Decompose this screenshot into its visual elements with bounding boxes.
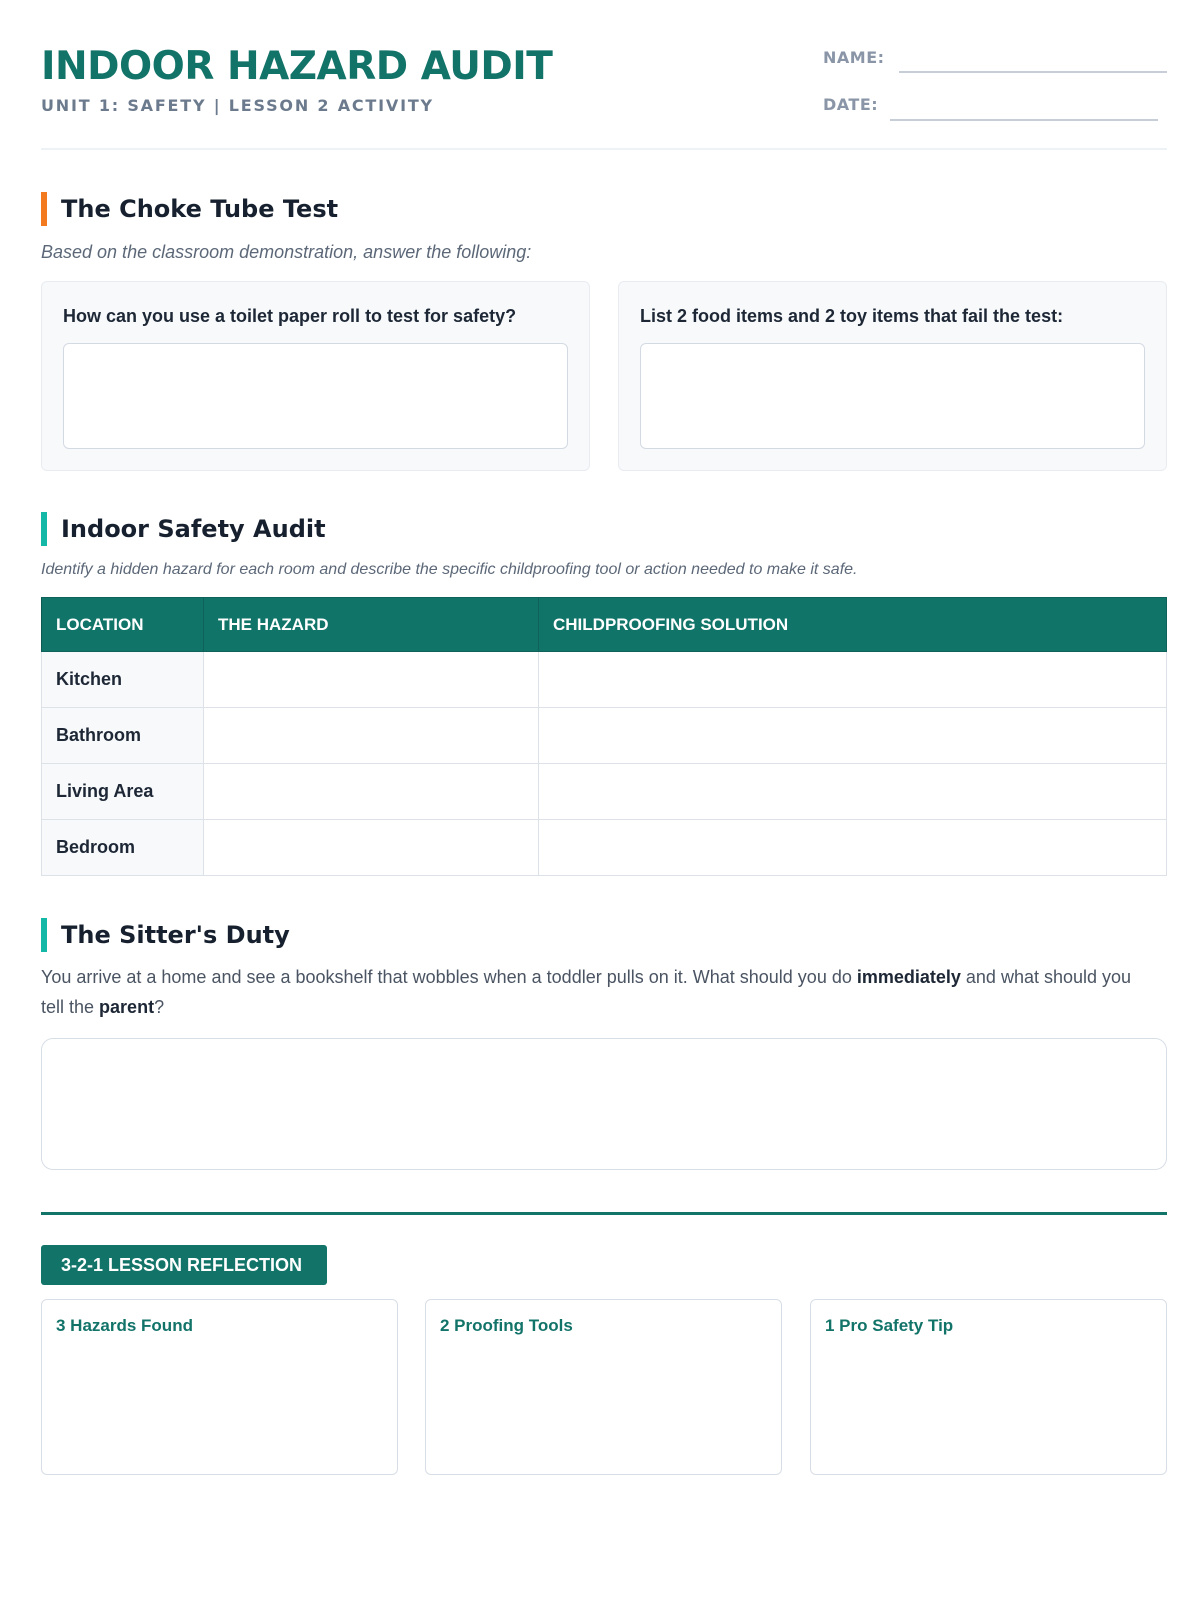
divider [41,1212,1167,1215]
location-cell: Living Area [42,764,204,820]
solution-input-cell[interactable] [539,652,1167,708]
location-cell: Bathroom [42,708,204,764]
table-row [42,652,1167,708]
table-row [42,764,1167,820]
name-field[interactable] [899,71,1167,73]
reflection-card-label: 3 Hazards Found [56,1316,193,1335]
section-accent-bar [41,918,47,952]
reflection-card-tip[interactable] [810,1299,1167,1475]
solution-input-cell[interactable] [539,708,1167,764]
table-header-row [42,598,1167,652]
audit-table [41,597,1167,876]
reflection-card-label: 2 Proofing Tools [440,1316,573,1335]
section-title: Indoor Safety Audit [61,515,326,543]
section-title: The Sitter's Duty [61,921,290,949]
column-header-location: LOCATION [42,598,204,652]
section-title: The Choke Tube Test [61,195,339,223]
scenario-text [41,962,1151,1022]
date-label: DATE: [823,95,879,114]
answer-box-1[interactable] [63,343,568,449]
section-accent-bar [41,512,47,546]
scenario-emphasis: parent [99,997,155,1017]
solution-input-cell[interactable] [539,820,1167,876]
hazard-input-cell[interactable] [204,708,539,764]
scenario-emphasis: immediately [856,967,961,987]
reflection-card-tools[interactable] [425,1299,782,1475]
question-text: How can you use a toilet paper roll to test for safety? [63,306,517,326]
column-header-solution: CHILDPROOFING SOLUTION [539,598,1167,652]
solution-input-cell[interactable] [539,764,1167,820]
question-card-1 [41,281,590,471]
reflection-badge: 3-2-1 LESSON REFLECTION [41,1245,327,1285]
question-card-2 [618,281,1167,471]
scenario-text-part: and what should you tell the [41,967,1132,1017]
name-label: NAME: [823,48,885,67]
location-cell: Bedroom [42,820,204,876]
worksheet-header [41,40,1167,150]
column-header-hazard: THE HAZARD [204,598,539,652]
hazard-input-cell[interactable] [204,820,539,876]
table-row [42,820,1167,876]
date-field[interactable] [890,119,1158,121]
reflection-card-hazards[interactable] [41,1299,398,1475]
worksheet-page [41,0,1167,1600]
hazard-input-cell[interactable] [204,652,539,708]
page-title: INDOOR HAZARD AUDIT [41,44,553,89]
section-instruction: Identify a hidden hazard for each room and describe the specific childproofing tool or action needed to make it safe. [41,561,858,578]
location-cell: Kitchen [42,652,204,708]
scenario-text-part: You arrive at a home and see a bookshelf that wobbles when a toddler pulls on it. What should you do [41,967,857,987]
section-instruction: Based on the classroom demonstration, answer the following: [41,242,532,262]
scenario-answer-box[interactable] [41,1038,1167,1170]
hazard-input-cell[interactable] [204,764,539,820]
page-subtitle: UNIT 1: SAFETY | LESSON 2 ACTIVITY [41,96,434,115]
scenario-text-part: ? [154,997,165,1017]
section-accent-bar [41,192,47,226]
table-row [42,708,1167,764]
reflection-card-label: 1 Pro Safety Tip [825,1316,954,1335]
question-text: List 2 food items and 2 toy items that fail the test: [640,306,1064,326]
answer-box-2[interactable] [640,343,1145,449]
